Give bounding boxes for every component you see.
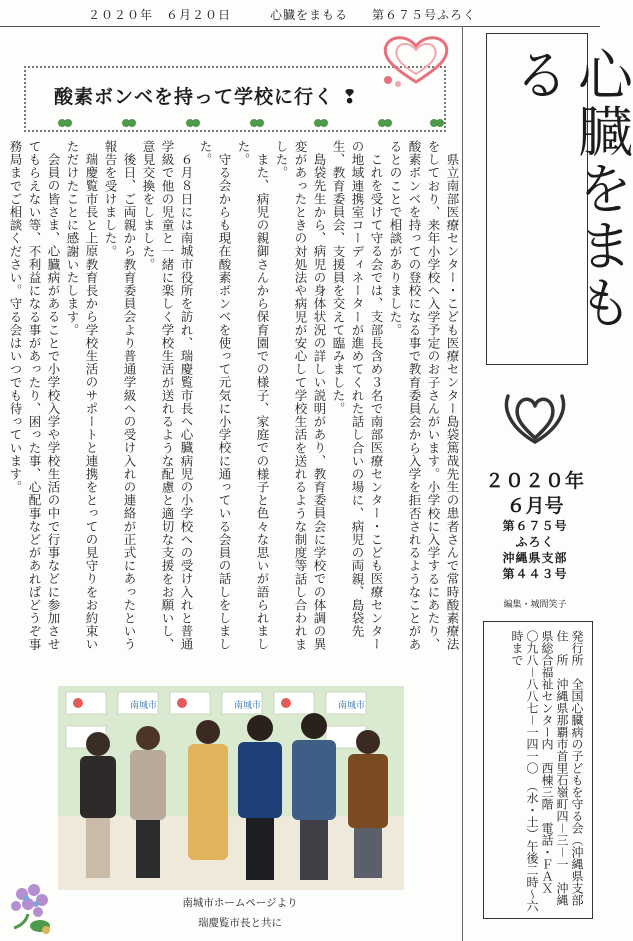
backdrop-label: 南城市 [234,701,262,711]
issue-branch-number: 第４４３号 [502,567,568,581]
headline-text: 酸素ボンベを持って学校に行く [54,86,335,108]
header-date: ２０２０年 ６月２０日 [88,8,232,22]
backdrop-label: 南城市 [338,701,366,711]
masthead-box [486,33,633,365]
article-paragraph: 守る会からも現在酸素ボンベを使って元気に小学校に通っている会員の話しをしました。 [198,140,232,651]
issue-year: ２０２０年 [484,470,585,492]
article-paragraph: 県立南部医療センター・こども医療センター島袋篤哉先生の患者さんで常時酸素療法をしており、来年小学校へ入学予定のお子さんがいます。小学校に入学するにあたり、酸素ボンベを持っての登校になる事で教育委員会から入学を拒否されるようなことがあるとのことで相談がありました。 [388,140,460,651]
article-paragraph: 島袋先生から、病児の身体状況の詳しい説明があり、教育委員会に学校での体調の異変があったときの対処法や病児が安心して学校生活を送れるような制度等話し合われました。 [274,140,327,651]
column-divider [462,26,463,941]
header-issue: 第６７５号ふろく [372,8,477,22]
article-paragraph: 会員の皆さま、心臓病があることで小学校入学や学校生活の中で行事などに参加させてもらえない等、不利益になる事があったり、困った事、心配事などがあればどうぞ事務局までご相談ください。守る会はいつでも待っています。 [8,140,61,651]
photo-caption: 瑞慶覧市長と共に [198,917,282,929]
group-photo [58,686,404,890]
article-paragraph: 瑞慶覧市長と上原教育長から学校生活のサポートと連携をとっての見守りをお約束いただけたことに感謝いたします。 [65,140,99,651]
backdrop-label: 南城市 [130,701,158,711]
issue-month: ６月号 [506,495,564,517]
heart-hands-logo [500,382,570,448]
editor-credit: 編集・城間笑子 [503,600,567,610]
article-body [10,140,462,660]
publisher-info: 発行所 全国心臓病の子どもを守る会（沖縄県支部 住 所 沖縄県那覇市首里石嶺町四－三－一 沖縄県総合福祉センター内 西棟三階 電話・ＦＡＸ 〇九八－八八七－一四一〇 （水・土）午後二時～六時まで [510,630,584,918]
article-paragraph: 後日、ご両親から教育委員会より普通学級への受け入れの連絡が正式にあったという報告を受けました。 [103,140,137,651]
clover-border-decoration [56,116,446,130]
issue-number: 第６７５号 [502,519,568,533]
running-header [0,0,600,27]
issue-supplement: ふろく [515,535,555,549]
publisher-box [483,621,593,919]
article-headline [54,82,359,109]
article-paragraph: これを受けて守る会では、支部長含め３名で南部医療センター・こども医療センターの地域連携室コーディネーターが進めてくれた話し合いの場に、病児の両親、島袋先生、教育委員会、支援員を交えて臨みました。 [331,140,384,651]
group-photo-illustration [58,686,404,890]
masthead-title: 心臓をまもる [505,46,633,331]
article-paragraph: ６月８日には南城市役所を訪れ、瑞慶覧市長へ心臓病児の小学校への受け入れと普通学級で他の児童と一緒に楽しく学校生活が送れるような配慮と適切な支援をお願いし、意見交換をしました。 [141,140,194,651]
photo-caption-source: 南城市ホームページより [182,897,298,909]
issue-branch: 沖縄県支部 [502,551,568,565]
exclamation-icon: ❢ [341,86,359,108]
hydrangea-decoration-icon [6,880,56,936]
article-paragraph: また、病児の親御さんから保育園での様子、家庭での様子と色々な思いが語られました。 [236,140,270,651]
heart-decoration-icon [376,30,456,90]
header-title: 心臓をまもる [270,8,349,22]
